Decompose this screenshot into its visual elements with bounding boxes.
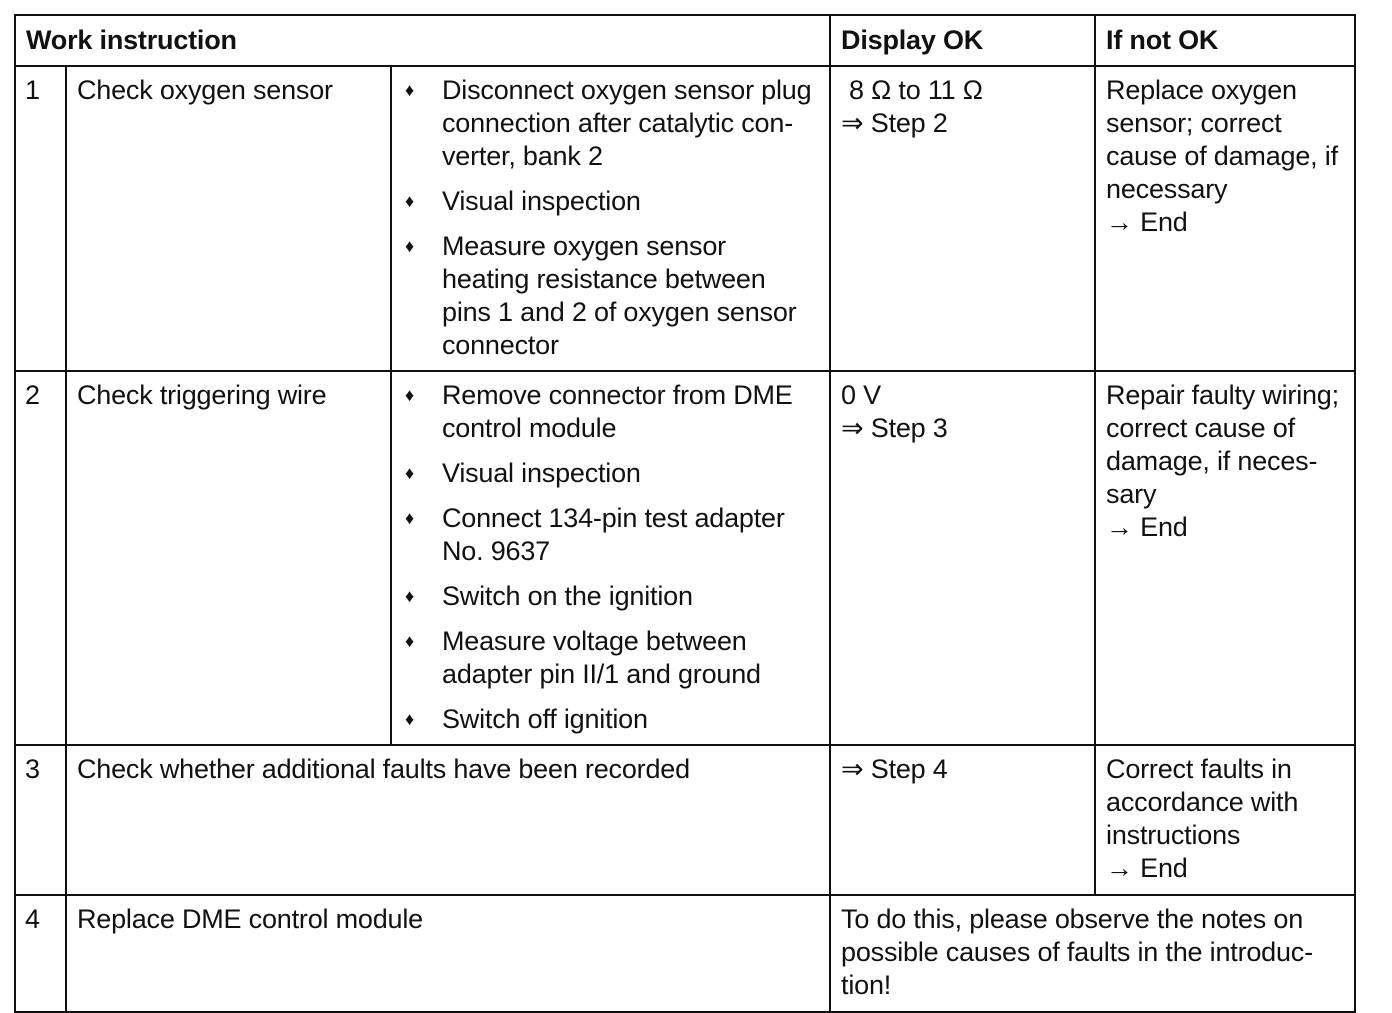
step-number: 4 bbox=[15, 895, 66, 1012]
note-cell: To do this, please observe the notes on possible causes of faults in the introduc-tion! bbox=[830, 895, 1355, 1012]
not-ok-next: → End bbox=[1106, 512, 1188, 542]
list-item bbox=[402, 580, 819, 613]
list-item bbox=[402, 379, 819, 445]
list-item bbox=[402, 230, 819, 362]
bullet-icon: ♦ bbox=[405, 463, 414, 483]
list-item bbox=[402, 502, 819, 568]
table-row bbox=[15, 66, 1355, 371]
not-ok-text: Correct faults in accordance with instructions bbox=[1106, 754, 1299, 850]
header-if-not-ok: If not OK bbox=[1095, 15, 1355, 66]
header-display-ok: Display OK bbox=[830, 15, 1095, 66]
bullet-icon: ♦ bbox=[405, 191, 414, 211]
step-text: Remove connector from DME control module bbox=[442, 380, 793, 443]
table-row bbox=[15, 895, 1355, 1012]
bullet-icon: ♦ bbox=[405, 631, 414, 651]
step-text: Disconnect oxygen sensor plug connection after catalytic con-verter, bank 2 bbox=[442, 75, 812, 171]
step-text: Switch on the ignition bbox=[442, 581, 693, 611]
ok-value: 8 Ω to 11 Ω bbox=[849, 75, 983, 105]
display-ok-cell bbox=[830, 66, 1095, 371]
step-text: Connect 134-pin test adapter No. 9637 bbox=[442, 503, 785, 566]
list-item bbox=[402, 457, 819, 490]
ok-next-step: ⇒ Step 4 bbox=[841, 754, 948, 784]
step-text: Measure oxygen sensor heating resistance between pins 1 and 2 of oxygen sensor connector bbox=[442, 231, 797, 360]
bullet-icon: ♦ bbox=[405, 508, 414, 528]
display-ok-cell bbox=[830, 745, 1095, 895]
steps-list bbox=[402, 379, 819, 736]
step-text: Measure voltage between adapter pin II/1 and ground bbox=[442, 626, 761, 689]
step-number: 3 bbox=[15, 745, 66, 895]
list-item bbox=[402, 74, 819, 173]
task-cell: Replace DME control module bbox=[66, 895, 830, 1012]
table-row bbox=[15, 745, 1355, 895]
step-text: Visual inspection bbox=[442, 458, 641, 488]
step-text: Visual inspection bbox=[442, 186, 641, 216]
step-text: Switch off ignition bbox=[442, 704, 648, 734]
bullet-icon: ♦ bbox=[405, 586, 414, 606]
not-ok-next: → End bbox=[1106, 207, 1188, 237]
bullet-icon: ♦ bbox=[405, 80, 414, 100]
task-cell: Check oxygen sensor bbox=[66, 66, 391, 371]
if-not-ok-cell bbox=[1095, 66, 1355, 371]
list-item bbox=[402, 703, 819, 736]
ok-next-step: ⇒ Step 3 bbox=[841, 413, 948, 443]
if-not-ok-cell bbox=[1095, 745, 1355, 895]
table-header-row bbox=[15, 15, 1355, 66]
list-item bbox=[402, 185, 819, 218]
step-number: 1 bbox=[15, 66, 66, 371]
list-item bbox=[402, 625, 819, 691]
not-ok-text: Replace oxygen sensor; correct cause of damage, if necessary bbox=[1106, 75, 1338, 204]
bullet-icon: ♦ bbox=[405, 709, 414, 729]
task-cell: Check whether additional faults have been recorded bbox=[66, 745, 830, 895]
not-ok-next: → End bbox=[1106, 853, 1188, 883]
display-ok-cell bbox=[830, 371, 1095, 745]
task-cell: Check triggering wire bbox=[66, 371, 391, 745]
not-ok-text: Repair faulty wiring; correct cause of damage, if neces-sary bbox=[1106, 380, 1339, 509]
header-work-instruction: Work instruction bbox=[15, 15, 830, 66]
ok-next-step: ⇒ Step 2 bbox=[841, 108, 948, 138]
work-instruction-table bbox=[14, 14, 1356, 1013]
steps-list bbox=[402, 74, 819, 362]
step-number: 2 bbox=[15, 371, 66, 745]
bullet-icon: ♦ bbox=[405, 385, 414, 405]
table-row bbox=[15, 371, 1355, 745]
bullet-icon: ♦ bbox=[405, 236, 414, 256]
steps-cell bbox=[391, 371, 830, 745]
ok-value: 0 V bbox=[841, 380, 881, 410]
steps-cell bbox=[391, 66, 830, 371]
if-not-ok-cell bbox=[1095, 371, 1355, 745]
